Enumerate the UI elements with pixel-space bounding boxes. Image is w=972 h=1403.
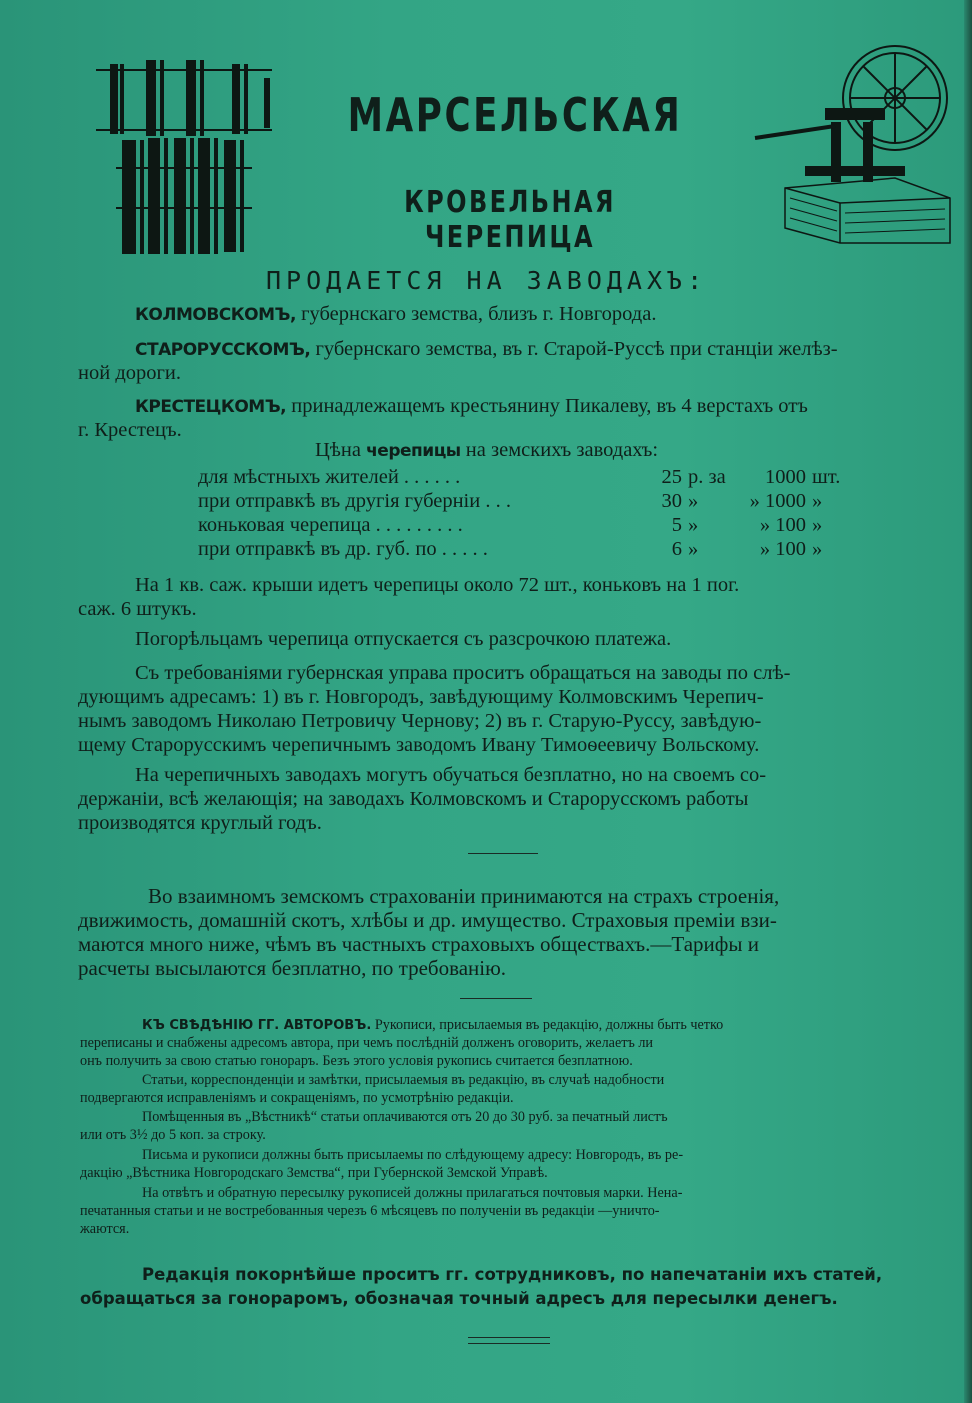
insurance-line3: маются много ниже, чѣмъ въ частныхъ страховыхъ обществахъ.—Тарифы и xyxy=(78,932,759,956)
roof-tiles-illustration xyxy=(86,58,282,258)
price-amount: 1000 xyxy=(765,466,806,488)
price-amount: » 100 xyxy=(759,514,806,536)
krestetsky-line xyxy=(135,394,808,419)
price-qty: 5 xyxy=(671,514,682,536)
price-row xyxy=(198,514,858,538)
body-p2: Погорѣльцамъ черепица отпускается съ разсрочкою платежа. xyxy=(135,628,672,650)
authors-line4: Статьи, корреспонденціи и замѣтки, присылаемыя въ редакцію, въ случаѣ надобности xyxy=(142,1072,665,1088)
body-p4-line1: На черепичныхъ заводахъ могутъ обучаться безплатно, но на своемъ со- xyxy=(135,764,767,786)
krestetsky-name: КРЕСТЕЦКОМЪ, xyxy=(135,397,287,417)
authors-line2: переписаны и снабжены адресомъ автора, при чемъ послѣдній долженъ оговорить, желаетъ ли xyxy=(80,1035,654,1051)
price-heading-start: Цѣна xyxy=(315,439,362,461)
divider xyxy=(460,998,532,999)
authors-line11: печатанныя статьи и не востребованныя черезъ 6 мѣсяцевъ по полученіи въ редакціи —уничто- xyxy=(80,1203,660,1219)
price-row xyxy=(198,466,858,490)
authors-line5: подвергаются исправленіямъ и сокращеніямъ, по усмотрѣнію редакціи. xyxy=(80,1090,514,1106)
price-currency: » xyxy=(812,490,823,512)
sale-heading: ПРОДАЕТСЯ НА ЗАВОДАХЪ: xyxy=(266,266,708,295)
body-p3-line2: дующимъ адресамъ: 1) въ г. Новгородъ, завѣдующиму Колмовскимъ Черепич- xyxy=(78,686,764,708)
tile-press-illustration xyxy=(745,38,955,248)
body-p4-line2: держаніи, всѣ желающія; на заводахъ Колмовскомъ и Старорусскомъ работы xyxy=(78,788,749,810)
price-unit: » xyxy=(688,490,699,512)
price-qty: 25 xyxy=(661,466,682,488)
authors-line10: На отвѣтъ и обратную пересылку рукописей должны прилагаться почтовыя марки. Нена- xyxy=(142,1185,683,1201)
kolmovsky-line xyxy=(135,302,656,327)
price-unit: р. за xyxy=(688,466,726,488)
body-p3-line4: щему Старорусскимъ черепичнымъ заводомъ Ивану Тимоѳеевичу Вольскому. xyxy=(78,734,760,756)
price-row xyxy=(198,490,858,514)
price-label: при отправкѣ въ др. губ. по . . . . . xyxy=(198,538,488,560)
page-title: МАРСЕЛЬСКАЯ xyxy=(347,88,683,142)
insurance-line1: Во взаимномъ земскомъ страхованіи принимаются на страхъ строенія, xyxy=(148,884,780,908)
authors-line7: или отъ 3½ до 5 коп. за строку. xyxy=(80,1127,266,1143)
krestetsky-text-cont: г. Крестецъ. xyxy=(78,419,182,441)
price-qty: 6 xyxy=(671,538,682,560)
price-label: при отправкѣ въ другія губерніи . . . xyxy=(198,490,511,512)
editorial-line2: обращаться за гонораромъ, обозначая точный адресъ для пересылки денегъ. xyxy=(80,1289,838,1308)
authors-text: Рукописи, присылаемыя въ редакцію, должны быть четко xyxy=(374,1017,724,1033)
price-amount: » 100 xyxy=(759,538,806,560)
kolmovsky-name: КОЛМОВСКОМЪ, xyxy=(135,305,296,325)
editorial-line1: Редакція покорнѣйше проситъ гг. сотрудниковъ, по напечатаніи ихъ статей, xyxy=(142,1265,883,1284)
price-qty: 30 xyxy=(661,490,682,512)
body-p3-line1: Съ требованіями губернская управа проситъ обращаться на заводы по слѣ- xyxy=(135,662,791,684)
authors-line3: онъ получить за свою статью гонораръ. Безъ этого условія рукопись считается безплатною. xyxy=(80,1053,633,1069)
authors-line8: Письма и рукописи должны быть присылаемы по слѣдующему адресу: Новгородъ, въ ре- xyxy=(142,1147,684,1163)
price-amount: » 1000 xyxy=(749,490,806,512)
authors-line9: дакцію „Вѣстника Новгородскаго Земства“, при Губернской Земской Управѣ. xyxy=(80,1165,548,1181)
bottom-divider xyxy=(468,1337,550,1338)
price-row xyxy=(198,538,858,562)
krestetsky-text: принадлежащемъ крестьянину Пикалеву, въ 4 верстахъ отъ xyxy=(291,395,808,417)
authors-line12: жаются. xyxy=(80,1221,130,1237)
kolmovsky-text: губернскаго земства, близъ г. Новгорода. xyxy=(301,303,657,325)
price-currency: шт. xyxy=(812,466,841,488)
page-edge xyxy=(964,0,972,1403)
insurance-line4: расчеты высылаются безплатно, по требованію. xyxy=(78,956,507,980)
divider xyxy=(468,853,538,854)
page-subtitle: КРОВЕЛЬНАЯ ЧЕРЕПИЦА xyxy=(404,185,616,255)
starorussky-text: губернскаго земства, въ г. Старой-Руссѣ при станціи желѣз- xyxy=(315,338,838,360)
starorussky-name: СТАРОРУССКОМЪ, xyxy=(135,340,311,360)
insurance-line2: движимость, домашній скотъ, хлѣбы и др. имущество. Страховыя преміи взи- xyxy=(78,908,777,932)
price-heading xyxy=(315,439,658,462)
price-heading-bold: черепицы xyxy=(366,441,461,461)
price-unit: » xyxy=(688,538,699,560)
body-p3-line3: нымъ заводомъ Николаю Петровичу Чернову; 2) въ г. Старую-Руссу, завѣдую- xyxy=(78,710,762,732)
authors-heading: КЪ СВѢДѢНІЮ ГГ. АВТОРОВЪ. xyxy=(142,1018,372,1033)
body-p1-line2: саж. 6 штукъ. xyxy=(78,598,197,620)
starorussky-text-cont: ной дороги. xyxy=(78,362,182,384)
price-label: для мѣстныхъ жителей . . . . . . xyxy=(198,466,461,488)
starorussky-line xyxy=(135,337,838,362)
authors-line6: Помѣщенныя въ „Вѣстникѣ“ статьи оплачиваются отъ 20 до 30 руб. за печатный листъ xyxy=(142,1109,668,1125)
price-label: коньковая черепица . . . . . . . . . xyxy=(198,514,463,536)
price-unit: » xyxy=(688,514,699,536)
bottom-divider xyxy=(468,1343,550,1344)
body-p1-line1: На 1 кв. саж. крыши идетъ черепицы около 72 шт., коньковъ на 1 пог. xyxy=(135,574,740,596)
body-p4-line3: производятся круглый годъ. xyxy=(78,812,322,834)
price-currency: » xyxy=(812,514,823,536)
price-currency: » xyxy=(812,538,823,560)
price-heading-end: на земскихъ заводахъ: xyxy=(465,439,659,461)
authors-line1 xyxy=(142,1017,723,1035)
